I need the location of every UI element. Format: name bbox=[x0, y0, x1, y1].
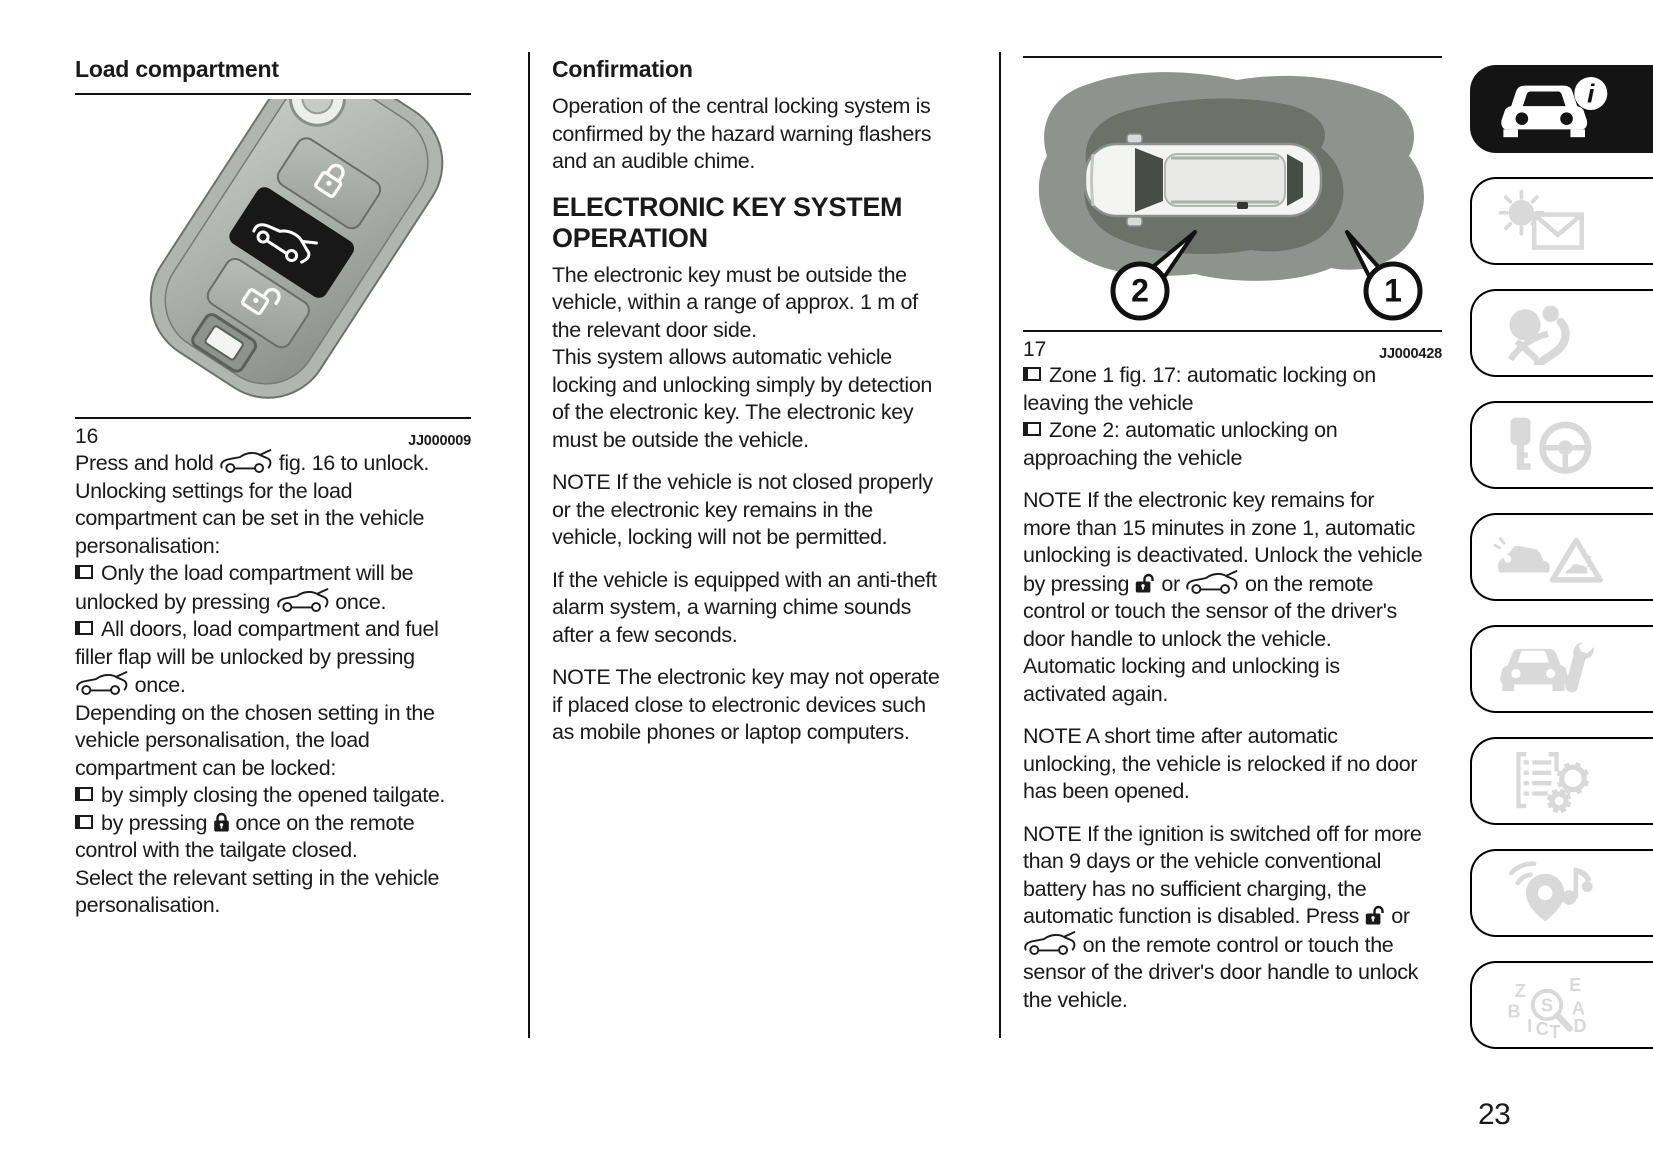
figure-16-key-fob bbox=[75, 95, 471, 417]
lock-closed-icon bbox=[213, 811, 230, 833]
svg-text:E: E bbox=[1569, 974, 1582, 995]
page-number: 23 bbox=[1478, 1098, 1511, 1131]
paragraph: by simply closing the opened tailgate. bbox=[75, 782, 471, 810]
sidebar-tab-safety[interactable] bbox=[1470, 289, 1653, 377]
paragraph: Unlocking settings for the load compartment can be set in the vehicle personalisation: bbox=[75, 478, 425, 558]
car-top-view bbox=[1085, 134, 1321, 226]
figure-bottom-rule bbox=[1023, 330, 1442, 332]
column-left bbox=[75, 56, 471, 920]
svg-text:I: I bbox=[1527, 1015, 1533, 1036]
car-wrench-icon bbox=[1488, 637, 1606, 701]
car-warning-triangle-icon bbox=[1488, 525, 1606, 589]
paragraph: Only the load compartment will be unlocked by pressing once. bbox=[75, 561, 414, 614]
figure-code: JJ000428 bbox=[1379, 346, 1442, 362]
sidebar-tab-emergency[interactable] bbox=[1470, 513, 1653, 601]
section-heading: ELECTRONIC KEY SYSTEM OPERATION bbox=[552, 191, 903, 253]
paragraph: Select the relevant setting in the vehicle personalisation. bbox=[75, 865, 440, 917]
body-text-right bbox=[1023, 362, 1423, 1014]
svg-text:T: T bbox=[1549, 1022, 1561, 1038]
paragraph: If the vehicle is equipped with an anti-theft alarm system, a warning chime sounds after a few seconds. bbox=[552, 567, 937, 647]
key-zones-illustration bbox=[1023, 60, 1442, 328]
list-bullet-icon bbox=[75, 815, 93, 829]
svg-text:B: B bbox=[1507, 1001, 1521, 1022]
list-bullet-icon bbox=[75, 787, 93, 801]
paragraph: Zone 1 fig. 17: automatic locking on leaving the vehicle bbox=[1023, 363, 1376, 415]
sidebar-tab-vehicle-info[interactable] bbox=[1470, 65, 1653, 153]
list-bullet-icon bbox=[75, 621, 93, 635]
figure-bottom-rule bbox=[75, 417, 471, 419]
body-text-middle bbox=[552, 93, 948, 747]
sidebar-tab-index[interactable] bbox=[1470, 961, 1653, 1049]
column-middle bbox=[552, 56, 948, 747]
svg-text:Z: Z bbox=[1514, 981, 1526, 1002]
alphabetical-index-icon bbox=[1488, 972, 1606, 1038]
key-fob-illustration bbox=[95, 99, 451, 413]
door-handle-sensor bbox=[1237, 202, 1248, 209]
sidebar-tab-servicing-care[interactable] bbox=[1470, 625, 1653, 713]
svg-text:C: C bbox=[1535, 1018, 1549, 1038]
paragraph: This system allows automatic vehicle locking and unlocking simply by detection of the electronic key. The electronic key must be outside the vehicle. bbox=[552, 345, 933, 452]
figure-code: JJ000009 bbox=[408, 433, 471, 449]
list-bullet-icon bbox=[1023, 422, 1041, 436]
sidebar-tab-starting-driving[interactable] bbox=[1470, 401, 1653, 489]
callout-2-label: 2 bbox=[1131, 272, 1149, 309]
paragraph: NOTE If the electronic key remains for more than 15 minutes in zone 1, automatic unlocking is deactivated. Unlock the vehicle by pressing or on the remote control or touch the sensor of the driver's door handle to unlock the vehicle. Automatic locking and unlocking is activated again. bbox=[1023, 488, 1423, 706]
car-open-tailgate-icon bbox=[219, 449, 273, 474]
paragraph: Zone 2: automatic unlocking on approaching the vehicle bbox=[1023, 418, 1338, 470]
column-divider bbox=[999, 52, 1001, 1038]
figure-17-key-zones bbox=[1023, 58, 1442, 330]
paragraph: Operation of the central locking system is confirmed by the hazard warning flashers and an audible chime. bbox=[552, 94, 932, 173]
sidebar-tab-multimedia[interactable] bbox=[1470, 849, 1653, 937]
body-text-left bbox=[75, 449, 471, 920]
svg-text:D: D bbox=[1573, 1015, 1587, 1036]
figure-number: 17 bbox=[1023, 338, 1047, 361]
paragraph: Depending on the chosen setting in the vehicle personalisation, the load compartment can be locked: bbox=[75, 700, 435, 780]
list-bullet-icon bbox=[75, 565, 93, 579]
lock-open-icon bbox=[1135, 572, 1156, 594]
column-right bbox=[1023, 56, 1442, 1014]
paragraph: NOTE The electronic key may not operate if placed close to electronic devices such as mobile phones or laptop computers. bbox=[552, 665, 940, 744]
svg-text:i: i bbox=[1587, 78, 1595, 109]
media-navigation-icon bbox=[1488, 861, 1606, 925]
car-open-tailgate-icon bbox=[1185, 570, 1239, 595]
light-envelope-icon bbox=[1488, 189, 1606, 253]
car-open-tailgate-icon bbox=[1023, 931, 1077, 956]
figure-number: 16 bbox=[75, 425, 99, 448]
list-bullet-icon bbox=[1023, 367, 1041, 381]
chapter-tab-strip bbox=[1470, 65, 1653, 1073]
svg-text:A: A bbox=[1571, 998, 1585, 1019]
sidebar-tab-warning-lights-messages[interactable] bbox=[1470, 177, 1653, 265]
column-divider bbox=[528, 52, 530, 1038]
spec-sheet-gears-icon bbox=[1488, 749, 1606, 813]
paragraph: NOTE A short time after automatic unlocking, the vehicle is relocked if no door has been opened. bbox=[1023, 724, 1418, 803]
paragraph: NOTE If the vehicle is not closed properly or the electronic key remains in the vehicle, locking will not be permitted. bbox=[552, 470, 933, 549]
callout-1-label: 1 bbox=[1384, 272, 1402, 309]
car-open-tailgate-icon bbox=[75, 671, 129, 696]
sidebar-tab-technical-data[interactable] bbox=[1470, 737, 1653, 825]
lock-open-icon bbox=[1365, 904, 1386, 926]
key-steering-wheel-icon bbox=[1488, 413, 1606, 477]
paragraph: by pressing once on the remote control with the tailgate closed. bbox=[75, 810, 415, 862]
paragraph: All doors, load compartment and fuel filler flap will be unlocked by pressing once. bbox=[75, 617, 439, 697]
svg-text:S: S bbox=[1540, 995, 1554, 1016]
section-title: Load compartment bbox=[75, 56, 279, 82]
paragraph: The electronic key must be outside the vehicle, within a range of approx. 1 m of the relevant door side. bbox=[552, 262, 918, 342]
paragraph: NOTE If the ignition is switched off for more than 9 days or the vehicle conventional battery has no sufficient charging, the automatic function is disabled. Press or on the remote control or touch the sensor of the driver's door handle to unlock the vehicle. bbox=[1023, 821, 1422, 1012]
section-title: Confirmation bbox=[552, 56, 693, 82]
paragraph: Press and hold fig. 16 to unlock. bbox=[75, 451, 430, 475]
car-info-icon bbox=[1488, 75, 1614, 143]
car-open-tailgate-icon bbox=[276, 588, 330, 613]
airbag-seatbelt-icon bbox=[1488, 301, 1606, 365]
